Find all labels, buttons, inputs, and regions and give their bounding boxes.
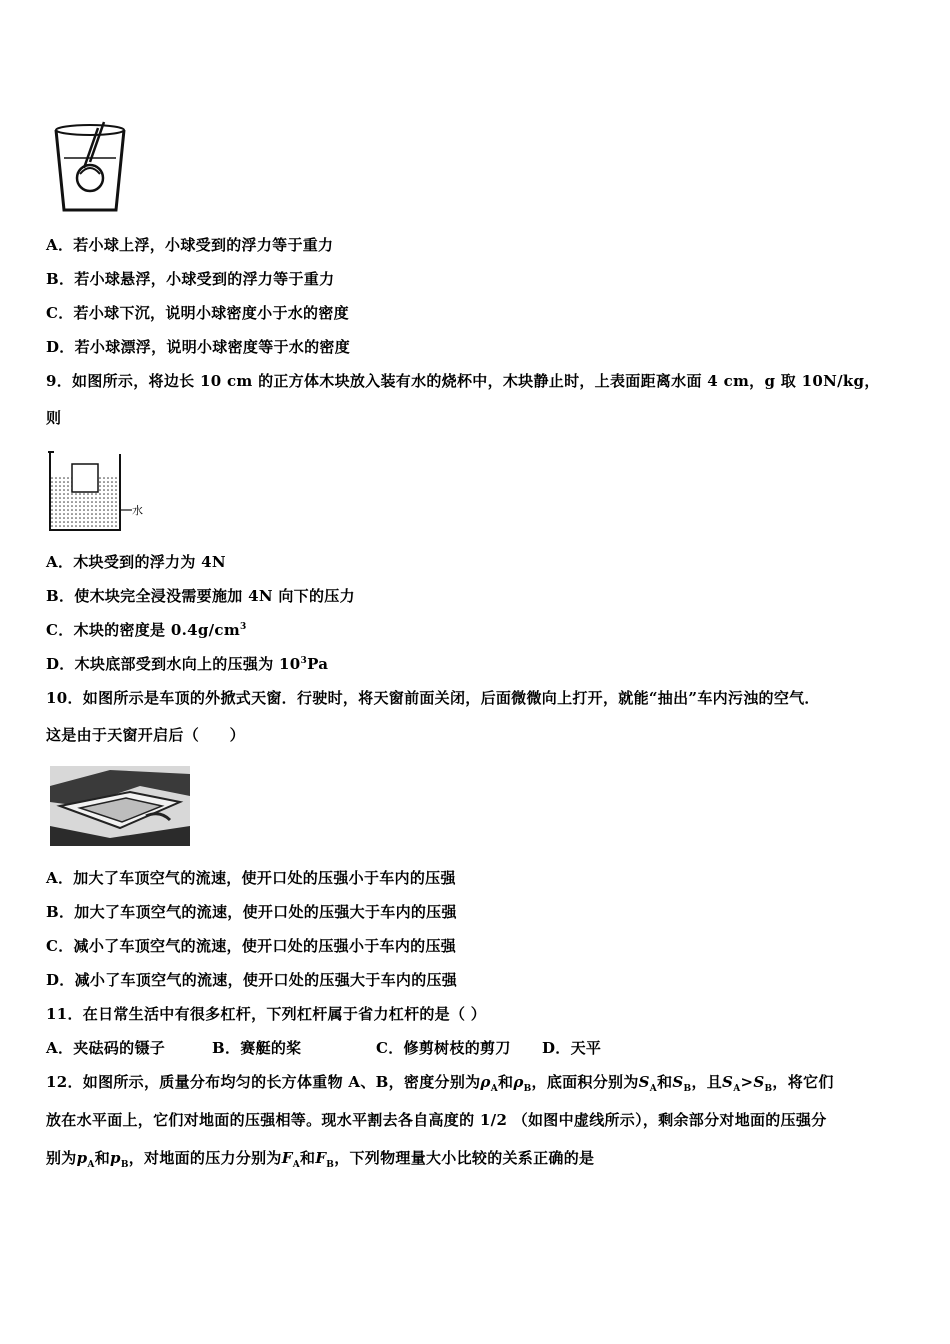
water-label: 水 [132, 504, 143, 517]
q9-option-c [46, 620, 247, 640]
q10-stem-line1: 10．如图所示是车顶的外掀式天窗．行驶时，将天窗前面关闭，后面微微向上打开，就能“抽出”车内污浊的空气． [46, 689, 820, 707]
q12-rho-b: ρ [513, 1073, 524, 1091]
q12-s-a-sub: A [649, 1084, 658, 1094]
q12-f-b: F [315, 1149, 327, 1167]
q12-p-b-sub: B [120, 1160, 129, 1170]
q12-s-b: S [672, 1073, 684, 1091]
q12-l3-b: ，对地面的压力分别为 [128, 1149, 282, 1167]
q9-option-d [46, 654, 328, 674]
glass-ball-figure [50, 118, 130, 218]
q10-option-d: D．减小了车顶空气的流速，使开口处的压强大于车内的压强 [46, 971, 458, 989]
q12-and-2: 和 [657, 1073, 673, 1091]
q12-line2: 放在水平面上，它们对地面的压强相等。现水平割去各自高度的 1/2 （如图中虚线所示），剩余部分对地面的压强分 [46, 1111, 827, 1129]
q11-option-b: B．赛艇的桨 [212, 1039, 302, 1057]
q9-option-a: A．木块受到的浮力为 4N [46, 553, 226, 571]
q12-s-a2: S [722, 1073, 734, 1091]
q12-s-b2-sub: B [764, 1084, 773, 1094]
q9-option-c-text: C．木块的密度是 0.4g/cm [46, 621, 241, 639]
q12-and-3: 和 [94, 1149, 111, 1167]
q12-l1-c: ，且 [691, 1073, 723, 1091]
q12-line1 [46, 1072, 834, 1092]
q12-line3 [46, 1148, 594, 1168]
q12-f-b-sub: B [326, 1160, 335, 1170]
car-sunroof-figure [50, 766, 190, 846]
q12-l3-c: ，下列物理量大小比较的关系正确的是 [334, 1149, 595, 1167]
q12-p-b: p [110, 1149, 121, 1167]
q11-option-c: C．修剪树枝的剪刀 [376, 1039, 511, 1057]
q10-option-b: B．加大了车顶空气的流速，使开口处的压强大于车内的压强 [46, 903, 457, 921]
q12-f-a-sub: A [292, 1160, 300, 1170]
q9-option-d-exp: 3 [300, 656, 308, 666]
q11-options [46, 1038, 601, 1058]
q9-option-c-exp: 3 [240, 622, 247, 632]
q12-and-4: 和 [300, 1149, 316, 1167]
q12-p-a-sub: A [87, 1160, 95, 1170]
q9-stem-line2: 则 [46, 409, 62, 427]
q8-option-b: B．若小球悬浮，小球受到的浮力等于重力 [46, 270, 335, 288]
q10-stem-line2: 这是由于天窗开启后（ ） [46, 726, 245, 744]
q12-s-b2: S [753, 1073, 765, 1091]
q9-option-d-unit: Pa [307, 655, 329, 673]
q8-option-c: C．若小球下沉，说明小球密度小于水的密度 [46, 304, 349, 322]
q12-s-a: S [638, 1073, 650, 1091]
q9-option-d-text: D．木块底部受到水向上的压强为 10 [46, 655, 301, 673]
q12-l1-a: 12．如图所示，质量分布均匀的长方体重物 A、B，密度分别为 [46, 1073, 481, 1091]
q9-stem-line1: 9．如图所示，将边长 10 cm 的正方体木块放入装有水的烧杯中，木块静止时，上表面距离水面 4 cm，g 取 10N/kg， [46, 372, 880, 390]
q12-s-a2-sub: A [733, 1084, 741, 1094]
q12-s-b-sub: B [683, 1084, 692, 1094]
q10-option-c: C．减小了车顶空气的流速，使开口处的压强小于车内的压强 [46, 937, 457, 955]
q12-and-1: 和 [498, 1073, 514, 1091]
q11-stem: 11．在日常生活中有很多杠杆，下列杠杆属于省力杠杆的是（ ） [46, 1005, 487, 1023]
q12-l1-b: ，底面积分别为 [531, 1073, 639, 1091]
q12-f-a: F [281, 1149, 293, 1167]
q11-option-a: A．夹砝码的镊子 [46, 1039, 166, 1057]
q12-rho-a: ρ [480, 1073, 491, 1091]
beaker-block-figure [46, 448, 156, 534]
q9-option-b: B．使木块完全浸没需要施加 4N 向下的压力 [46, 587, 355, 605]
q12-p-a: p [76, 1149, 88, 1167]
q12-l3-a: 别为 [46, 1149, 77, 1167]
q12-gt: > [740, 1073, 754, 1091]
q10-option-a: A．加大了车顶空气的流速，使开口处的压强小于车内的压强 [46, 869, 456, 887]
q12-rho-b-sub: B [523, 1084, 532, 1094]
q8-option-a: A．若小球上浮，小球受到的浮力等于重力 [46, 236, 334, 254]
q12-l1-d: ，将它们 [772, 1073, 834, 1091]
q11-option-d: D．天平 [542, 1039, 602, 1057]
q12-rho-a-sub: A [490, 1084, 498, 1094]
q8-option-d: D．若小球漂浮，说明小球密度等于水的密度 [46, 338, 351, 356]
